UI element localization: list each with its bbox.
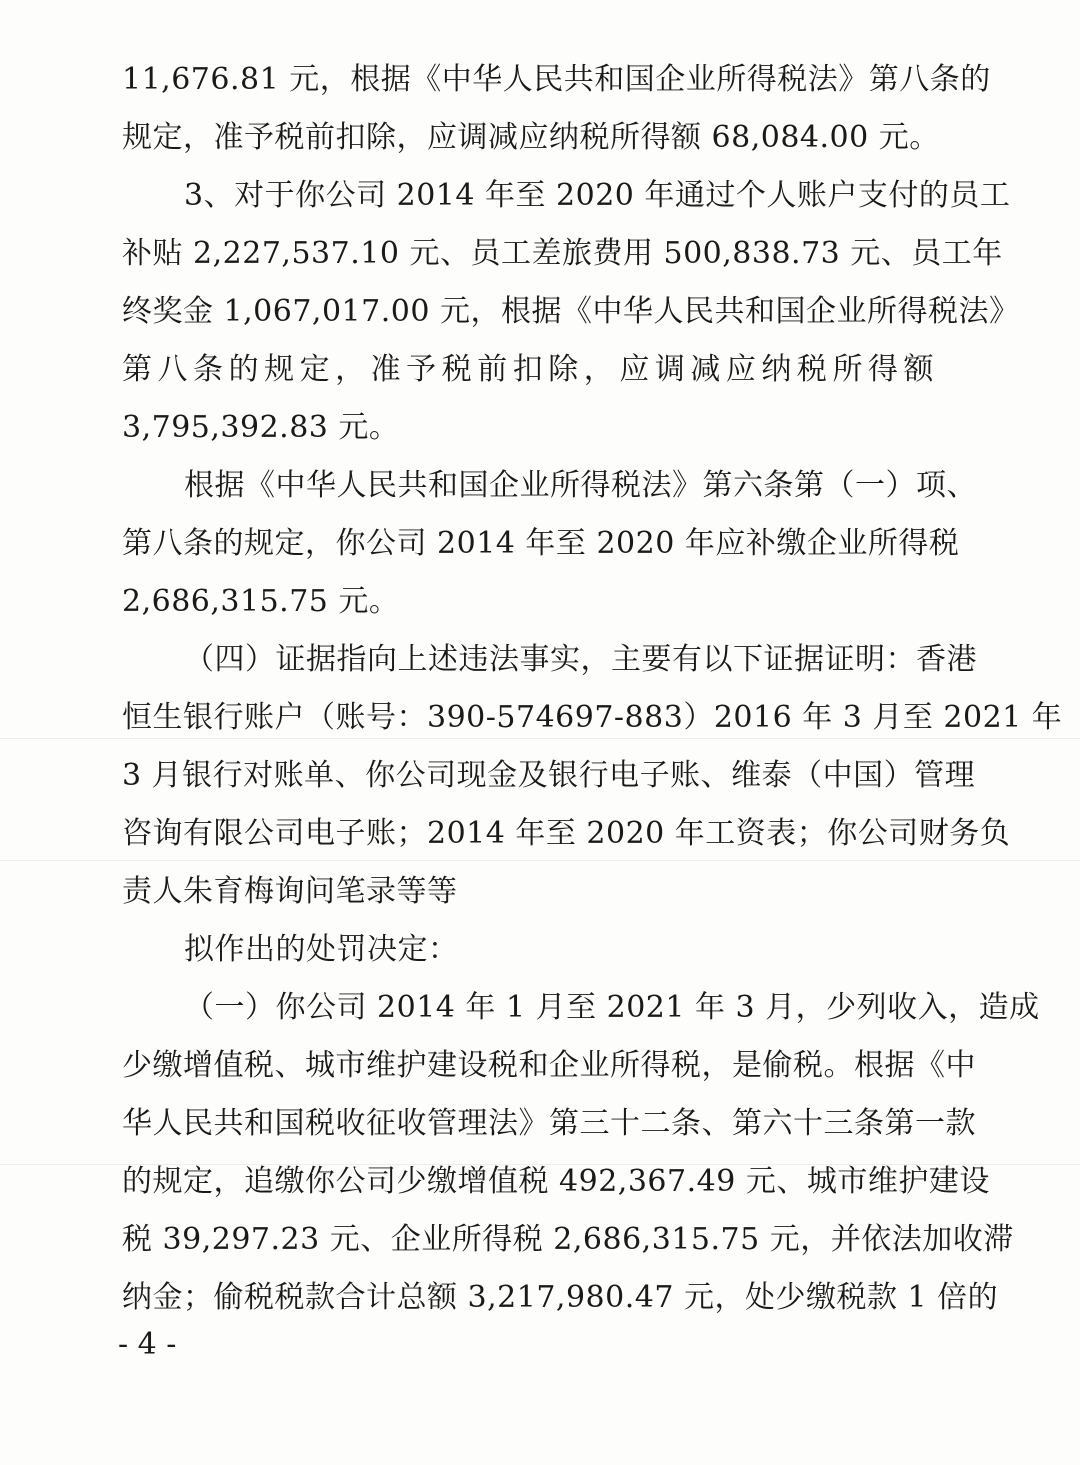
text-line: 恒生银行账户（账号：390-574697-883）2016 年 3 月至 2021 年	[122, 700, 1063, 735]
text-line: 规定，准予税前扣除，应调减应纳税所得额 68,084.00 元。	[122, 120, 940, 155]
text-line: 终奖金 1,067,017.00 元，根据《中华人民共和国企业所得税法》	[122, 294, 1020, 329]
text-line: 第八条的规定，你公司 2014 年至 2020 年应补缴企业所得税	[122, 526, 960, 561]
text-line: 2,686,315.75 元。	[122, 584, 400, 619]
text-line: 3、对于你公司 2014 年至 2020 年通过个人账户支付的员工	[184, 178, 1011, 213]
text-line: 的规定，追缴你公司少缴增值税 492,367.49 元、城市维护建设	[122, 1164, 990, 1199]
text-line: 拟作出的处罚决定：	[184, 932, 459, 967]
text-line: 少缴增值税、城市维护建设税和企业所得税，是偷税。根据《中	[122, 1048, 976, 1083]
page-number: - 4 -	[118, 1327, 177, 1362]
text-line: 根据《中华人民共和国企业所得税法》第六条第（一）项、	[184, 468, 977, 503]
text-line: 11,676.81 元，根据《中华人民共和国企业所得税法》第八条的	[122, 62, 991, 97]
text-line: （四）证据指向上述违法事实，主要有以下证据证明：香港	[184, 642, 977, 677]
text-line: 3 月银行对账单、你公司现金及银行电子账、维泰（中国）管理	[122, 758, 976, 793]
text-line: 税 39,297.23 元、企业所得税 2,686,315.75 元，并依法加收滞	[122, 1222, 1014, 1257]
text-line: 3,795,392.83 元。	[122, 410, 400, 445]
text-line: （一）你公司 2014 年 1 月至 2021 年 3 月，少列收入，造成	[184, 990, 1040, 1025]
text-line: 补贴 2,227,537.10 元、员工差旅费用 500,838.73 元、员工年	[122, 236, 1003, 271]
text-line: 第八条的规定，准予税前扣除，应调减应纳税所得额	[122, 352, 934, 387]
text-line: 纳金；偷税税款合计总额 3,217,980.47 元，处少缴税款 1 倍的	[122, 1280, 999, 1315]
text-line: 华人民共和国税收征收管理法》第三十二条、第六十三条第一款	[122, 1106, 976, 1141]
text-line: 责人朱育梅询问笔录等等	[122, 874, 458, 909]
text-line: 咨询有限公司电子账；2014 年至 2020 年工资表；你公司财务负	[122, 816, 1011, 851]
